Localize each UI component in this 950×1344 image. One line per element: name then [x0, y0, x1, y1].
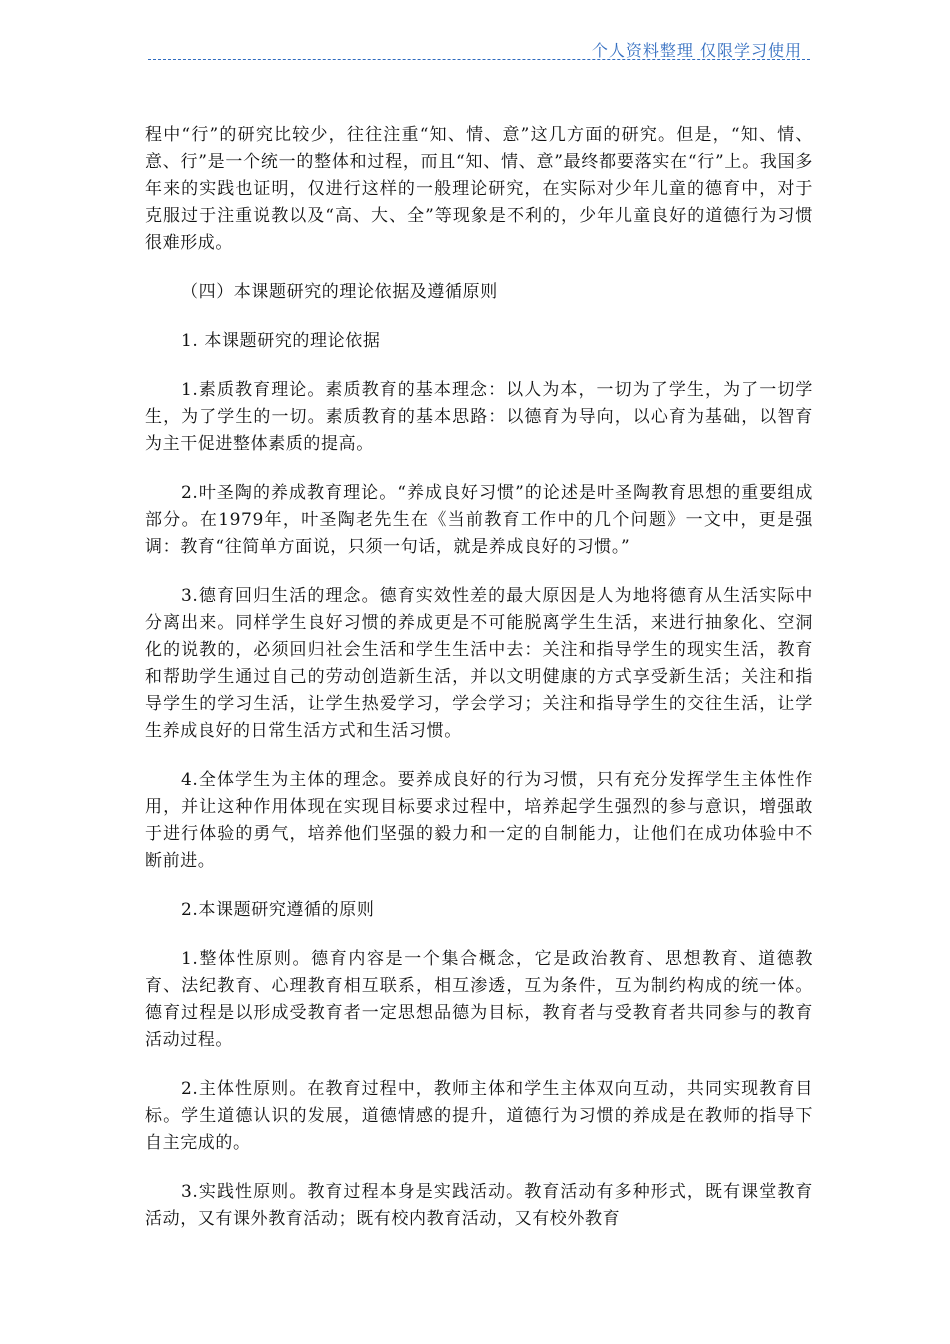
header-divider: [148, 59, 810, 60]
body-paragraph: 1.整体性原则。德育内容是一个集合概念，它是政治教育、思想教育、道德教育、法纪教育、心理教育相互联系，相互渗透，互为条件，互为制约构成的统一体。德育过程是以形成受教育者一定思想品德为目标，教育者与受教育者共同参与的教育活动过程。: [145, 949, 813, 1050]
header-text: 个人资料整理 仅限学习使用: [591, 41, 802, 60]
body-paragraph: 4.全体学生为主体的理念。要养成良好的行为习惯，只有充分发挥学生主体性作用，并让这种作用体现在实现目标要求过程中，培养起学生强烈的参与意识，增强敢于进行体验的勇气，培养他们坚强的毅力和一定的自制能力，让他们在成功体验中不断前进。: [145, 770, 813, 871]
body-paragraph: 3.德育回归生活的理念。德育实效性差的最大原因是人为地将德育从生活实际中分离出来。同样学生良好习惯的养成更是不可能脱离学生生活，来进行抽象化、空洞化的说教的，必须回归社会生活和学生生活中去：关注和指导学生的现实生活，教育和帮助学生通过自己的劳动创造新生活，并以文明健康的方式享受新生活；关注和指导学生的学习生活，让学生热爱学习，学会学习；关注和指导学生的交往生活，让学生养成良好的日常生活方式和生活习惯。: [145, 586, 813, 741]
section-heading: （四）本课题研究的理论依据及遵循原则: [181, 282, 498, 302]
body-paragraph: 1.素质教育理论。素质教育的基本理念：以人为本，一切为了学生，为了一切学生，为了学生的一切。素质教育的基本思路：以德育为导向，以心育为基础，以智育为主干促进整体素质的提高。: [145, 380, 813, 454]
body-paragraph: 3.实践性原则。教育过程本身是实践活动。教育活动有多种形式，既有课堂教育活动，又有课外教育活动；既有校内教育活动，又有校外教育: [145, 1182, 813, 1229]
document-body: [145, 122, 813, 1255]
subsection-heading: 2.本课题研究遵循的原则: [181, 900, 375, 920]
body-paragraph: 2.主体性原则。在教育过程中，教师主体和学生主体双向互动，共同实现教育目标。学生道德认识的发展，道德情感的提升，道德行为习惯的养成是在教师的指导下自主完成的。: [145, 1079, 813, 1153]
subsection-heading: 1. 本课题研究的理论依据: [181, 331, 381, 351]
body-paragraph: 程中“行”的研究比较少，往往注重“知、情、意”这几方面的研究。但是，“知、情、意、行”是一个统一的整体和过程，而且“知、情、意”最终都要落实在“行”上。我国多年来的实践也证明，仅进行这样的一般理论研究，在实际对少年儿童的德育中，对于克服过于注重说教以及“高、大、全”等现象是不利的，少年儿童良好的道德行为习惯很难形成。: [145, 125, 813, 253]
body-paragraph: 2.叶圣陶的养成教育理论。“养成良好习惯”的论述是叶圣陶教育思想的重要组成部分。在1979年，叶圣陶老先生在《当前教育工作中的几个问题》一文中，更是强调：教育“往简单方面说，只须一句话，就是养成良好的习惯。”: [145, 483, 813, 557]
page-header: [148, 38, 810, 62]
